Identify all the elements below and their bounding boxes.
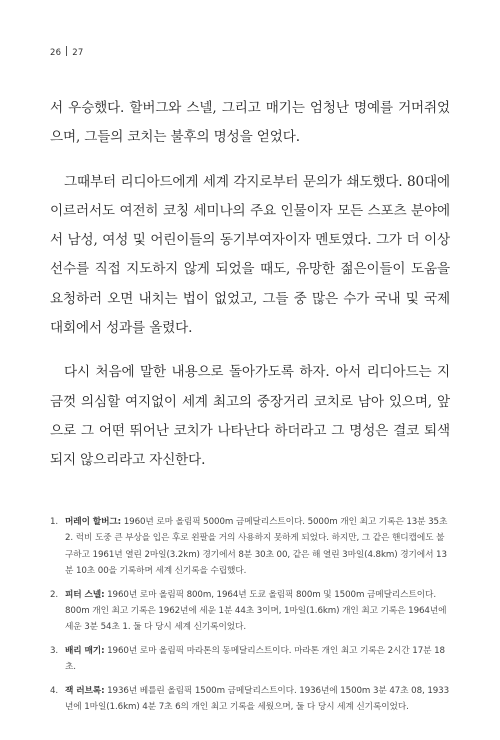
footnotes (50, 514, 450, 722)
paragraph-continuation: 서 우승했다. 할버그와 스넬, 그리고 매기는 엄청난 명예를 거머쥐었으며, 그들의 코치는 불후의 명성을 얻었다. (50, 100, 450, 146)
footnote-body (65, 643, 450, 676)
footnote-body (65, 683, 450, 716)
body-text (50, 94, 450, 491)
left-page-number: 26 (50, 48, 62, 58)
footnote-text: 1960년 로마 올림픽 마라톤의 동메달리스트이다. 마라톤 개인 최고 기록은 2시간 17분 18초. (65, 645, 445, 673)
paragraph-conclusion: 다시 처음에 말한 내용으로 돌아가도록 하자. 아서 리디아드는 지금껏 의심할 여지없이 세계 최고의 중장거리 코치로 남아 있으며, 앞으로 그 어떤 뛰어난 코치가 나타난다 하더라고 그 명성은 결코 퇴색되지 않으리라고 자신한다. (50, 364, 450, 469)
right-page-number: 27 (72, 48, 84, 58)
footnote-term: 배리 매기: (65, 645, 105, 656)
footnote-text: 1960년 로마 올림픽 800m, 1964년 도쿄 올림픽 800m 및 1500m 금메달리스트이다. 800m 개인 최고 기록은 1962년에 세운 1분 44초 3이며, 1마일(1.6km) 개인 최고 기록은 1964년에 세운 3분 54초 1. 둘 다 당시 세계 신기록이었다. (65, 589, 447, 633)
footnote (50, 587, 450, 636)
paragraph-lydiard-inquiries: 그때부터 리디아드에게 세계 각지로부터 문의가 쇄도했다. 80대에 이르러서도 여전히 코칭 세미나의 주요 인물이자 모든 스포츠 분야에서 남성, 여성 및 어린이들의 동기부여자이자 멘토였다. 그가 더 이상 선수를 직접 지도하지 않게 되었을 때도, 유망한 젊은이들이 도움을 요청하러 오면 내치는 법이 없었고, 그들 중 많은 수가 국내 및 국제 대회에서 성과를 올렸다. (50, 173, 450, 337)
footnote-body (65, 514, 450, 580)
footnote (50, 643, 450, 676)
footnote-number: 4. (50, 685, 59, 696)
footnote-text: 1936년 베를린 올림픽 1500m 금메달리스트이다. 1936년에 1500m 3분 47초 08, 1933년에 1마일(1.6km) 4분 7초 6의 개인 최고 기록을 세웠으며, 둘 다 당시 세계 신기록이었다. (65, 685, 450, 713)
footnote-term: 머레이 할버그: (65, 517, 122, 527)
page-number (50, 46, 83, 58)
footnote-number: 3. (50, 645, 59, 656)
footnote-term: 잭 러브록: (65, 685, 105, 696)
footnote-number: 2. (50, 589, 59, 600)
footnote-text: 1960년 로마 올림픽 5000m 금메달리스트이다. 5000m 개인 최고 기록은 13분 35초 2. 럭비 도중 큰 부상을 입은 후로 왼팔을 거의 사용하지 못하게 되었다. 하지만, 그 같은 핸디캡에도 불구하고 1961년 열린 2마일(3.2km) 경기에서 8분 30초 00, 같은 해 열린 3마일(4.8km) 경기에서 13분 10초 00을 기록하며 세계 신기록을 수립했다. (65, 517, 448, 577)
footnote (50, 683, 450, 716)
footnote-term: 피터 스넬: (65, 589, 105, 600)
footnote (50, 514, 450, 580)
page-number-divider (66, 46, 67, 56)
footnote-number: 1. (50, 517, 59, 527)
footnote-body (65, 587, 450, 636)
